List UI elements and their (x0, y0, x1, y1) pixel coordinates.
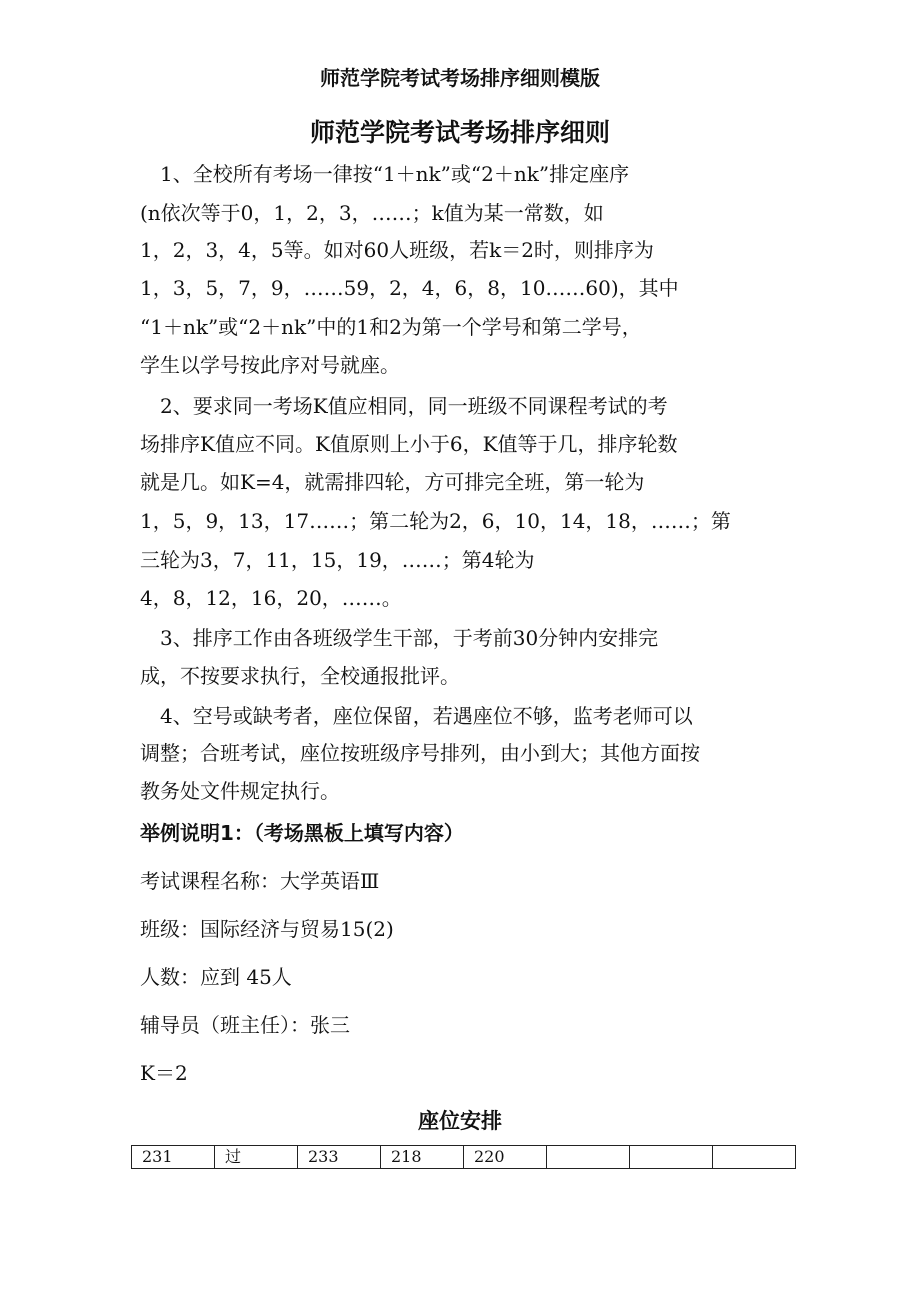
rule-1-line-4: 1，3，5，7，9，……59，2，4，6，8，10……60)，其中 (140, 276, 679, 300)
rule-4-line-3: 教务处文件规定执行。 (140, 779, 340, 803)
seat-cell: 231 (132, 1146, 215, 1169)
rule-2-line-6: 4，8，12，16，20，……。 (140, 586, 402, 610)
document-header: 师范学院考试考场排序细则模版 (320, 66, 600, 90)
rule-1-line-1: 1、全校所有考场一律按“1＋nk”或“2＋nk”排定座序 (140, 162, 630, 186)
rule-2-line-4: 1，5，9，13，17……；第二轮为2，6，10，14，18，……；第 (140, 509, 731, 533)
rule-1-line-2: (n依次等于0，1，2，3，……；k值为某一常数，如 (140, 201, 604, 225)
rule-3-line-2: 成，不按要求执行，全校通报批评。 (140, 664, 460, 688)
seat-cell (547, 1146, 630, 1169)
rule-2-line-5: 三轮为3，7，11，15，19，……；第4轮为 (140, 548, 535, 572)
seat-cell: 218 (381, 1146, 464, 1169)
table-row (132, 1146, 796, 1169)
seat-cell (630, 1146, 713, 1169)
seating-title: 座位安排 (418, 1109, 502, 1133)
rule-4-line-2: 调整；合班考试，座位按班级序号排列，由小到大；其他方面按 (140, 741, 700, 765)
example-k-value: K＝2 (140, 1061, 188, 1085)
rule-2-line-2: 场排序K值应不同。K值原则上小于6，K值等于几，排序轮数 (140, 432, 678, 456)
document-title: 师范学院考试考场排序细则 (309, 118, 610, 147)
example-counselor: 辅导员（班主任）：张三 (140, 1013, 350, 1037)
example-course: 考试课程名称：大学英语Ⅲ (140, 869, 380, 893)
rule-2-line-1: 2、要求同一考场K值应相同，同一班级不同课程考试的考 (140, 394, 668, 418)
seat-cell: 233 (298, 1146, 381, 1169)
rule-1-line-6: 学生以学号按此序对号就座。 (140, 353, 400, 377)
seating-table (131, 1145, 796, 1169)
rule-2-line-3: 就是几。如K=4，就需排四轮，方可排完全班，第一轮为 (140, 470, 645, 494)
example-class: 班级：国际经济与贸易15(2) (140, 917, 394, 941)
example-count: 人数：应到 45人 (140, 965, 292, 989)
seat-cell: 过 (215, 1146, 298, 1169)
rule-3-line-1: 3、排序工作由各班级学生干部，于考前30分钟内安排完 (140, 626, 659, 650)
rule-4-line-1: 4、空号或缺考者，座位保留，若遇座位不够，监考老师可以 (140, 704, 693, 728)
rule-1-line-3: 1，2，3，4，5等。如对60人班级，若k＝2时，则排序为 (140, 238, 654, 262)
seat-cell: 220 (464, 1146, 547, 1169)
example-heading: 举例说明1：（考场黑板上填写内容） (140, 821, 464, 845)
seat-cell (713, 1146, 796, 1169)
rule-1-line-5: “1＋nk”或“2＋nk”中的1和2为第一个学号和第二学号， (140, 315, 642, 339)
